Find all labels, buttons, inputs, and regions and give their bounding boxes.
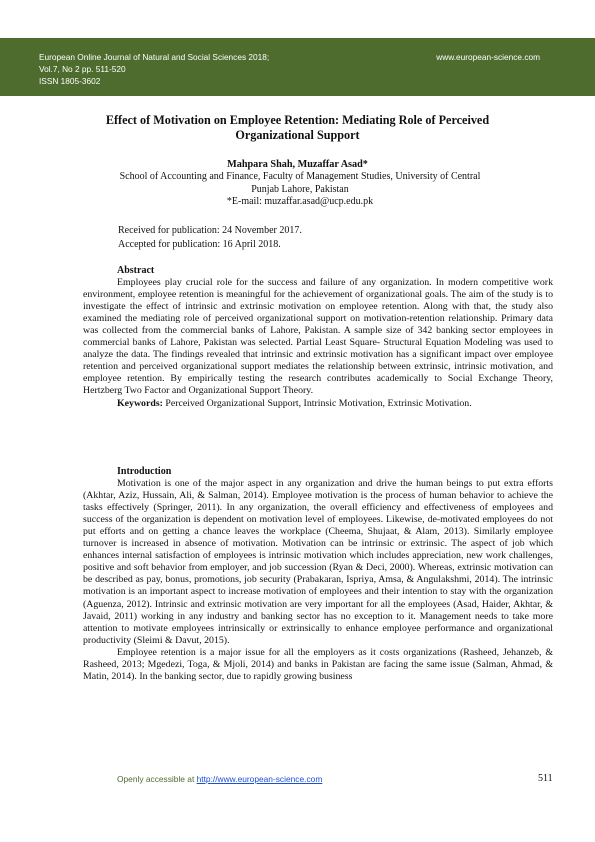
introduction-section (83, 466, 553, 683)
author-affiliation-block (110, 171, 490, 209)
accepted-date: Accepted for publication: 16 April 2018. (118, 238, 281, 250)
author-affiliation: School of Accounting and Finance, Faculty of Management Studies, University of Central Punjab Lahore, Pakistan (119, 171, 481, 195)
introduction-paragraph: Motivation is one of the major aspect in any organization and drive the human beings to put extra efforts (Akhtar, Aziz, Hussain, Ali, & Salman, 2014). Employee motivation is the process of human behavior to achieve the tasks effectively (Springer, 2011). In any organization, the overall efficiency and effectiveness of employees and success of the organization is dependent on motivation level of employees. Likewise, de-motivated employees do not put efforts and on getting a chance leaves the workplace (Cheema, Shujaat, & Alam, 2013). Similarly employee turnover is increased in absence of motivation. Motivation can be intrinsic or extrinsic. The aspect of job which enhances internal satisfaction of employees is intrinsic motivation which includes appreciation, new work challenges, positive and soft behavior from employer, and job succession (Ryan & Deci, 2000). Whereas, extrinsic motivation can be described as pay, bonus, promotions, job security (Prabakaran, Ispriya, Amsa, & Angulakshmi, 2014). The intrinsic motivation is an important aspect to increase motivation of employees and their intention to stay with the organization (Aguenza, 2012). Intrinsic and extrinsic motivation are very important for all the employees (Asad, Haider, Akhtar, & Javaid, 2011) working in any industry and banking sector has no exception to it. Management needs to take more attention to motivate employees intrinsically or extrinsically to enhance employee performance and organizational productivity (Sleimi & Davut, 2015). (83, 478, 553, 646)
abstract-heading: Abstract (117, 265, 155, 276)
journal-name: European Online Journal of Natural and Social Sciences 2018; (39, 52, 270, 62)
keywords-label: Keywords: (117, 397, 163, 409)
introduction-paragraph: Employee retention is a major issue for all the employers as it costs organizations (Rasheed, Jehanzeb, & Rasheed, 2013; Mgedezi, Toga, & Mjoli, 2014) and banks in Pakistan are facing the same issue (Salman, Ahmad, & Matin, 2014). In the banking sector, due to rapidly growing business (83, 646, 553, 682)
keywords-text: Perceived Organizational Support, Intrinsic Motivation, Extrinsic Motivation. (162, 397, 472, 409)
journal-issn: ISSN 1805-3602 (39, 76, 101, 86)
received-date: Received for publication: 24 November 2017. (118, 225, 302, 236)
introduction-heading: Introduction (117, 466, 172, 477)
journal-citation (39, 51, 269, 87)
abstract-text: Employees play crucial role for the success and failure of any organization. In modern competitive work environment, employee retention is meaningful for the achievement of organizational goals. The aim of the study is to investigate the effect of intrinsic and extrinsic motivation on employee retention. Along with that, the study also examined the mediating role of perceived organizational support on motivation-retention relationship. Primary data was collected from the commercial banks of Lahore, Pakistan. A sample size of 342 banking sector employees in commercial banks of Lahore, Pakistan was selected. Partial Least Square- Structural Equation Modeling was used to analyze the data. The findings revealed that intrinsic and extrinsic motivation has a significant impact over employee retention and perceived organizational support mediates the relationship between extrinsic, intrinsic motivation, and employee retention. By empirically testing the research contributes academically to Social Exchange Theory, Hertzberg Two Factor and Organizational Support Theory. (83, 277, 553, 397)
open-access-label: Openly accessible at (117, 774, 197, 784)
open-access-link[interactable]: http://www.european-science.com (196, 774, 323, 784)
journal-header-band (0, 38, 595, 96)
publication-dates (118, 224, 518, 251)
abstract-section (83, 265, 553, 410)
keywords-line (83, 398, 553, 410)
open-access-footer (117, 774, 322, 784)
journal-site-url: www.european-science.com (436, 52, 540, 62)
article-title: Effect of Motivation on Employee Retention: Mediating Role of Perceived Organizational Support (105, 113, 490, 142)
author-email: *E-mail: muzaffar.asad@ucp.edu.pk (226, 196, 374, 208)
journal-volume: Vol.7, No 2 pp. 511-520 (39, 64, 126, 74)
page-number: 511 (538, 773, 553, 784)
article-authors: Mahpara Shah, Muzaffar Asad* (227, 159, 368, 170)
